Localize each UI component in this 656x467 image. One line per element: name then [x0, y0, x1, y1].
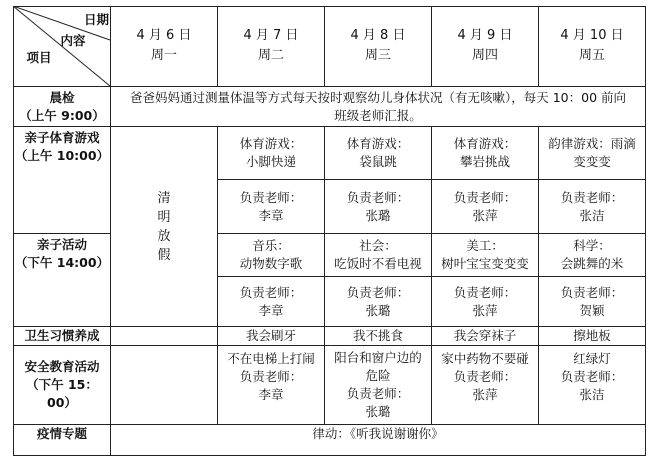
activity-teacher-fri: 负责老师： 贺颖 — [560, 284, 624, 318]
activity-teacher-wed: 负责老师： 张璐 — [346, 284, 410, 318]
day-header-wed — [325, 26, 431, 66]
row-label-morning-check: 晨检 （上午 9:00） — [19, 89, 105, 123]
day-header-thu — [432, 26, 538, 66]
morning-check-text: 爸爸妈妈通过测量体温等方式每天按时观察幼儿身体状况（有无咳嗽），每天 10：00 前向 班级老师汇报。 — [129, 89, 626, 123]
sports-activity-thu: 体育游戏： 攀岩挑战 — [453, 136, 517, 169]
safety-fri: 红绿灯 负责老师： 张洁 — [560, 351, 624, 402]
safety-wed: 阳台和窗户边的 危险 负责老师： 张璐 — [334, 350, 422, 419]
day-weekday: 周五 — [578, 48, 605, 63]
sports-activity-tue: 体育游戏： 小脚快递 — [239, 136, 303, 169]
activity-teacher-tue: 负责老师： 李章 — [239, 284, 303, 318]
day-header-fri — [539, 26, 645, 66]
row-label-activity: 亲子活动 （下午 14:00） — [14, 237, 110, 270]
sports-activity-wed: 体育游戏： 袋鼠跳 — [346, 136, 410, 169]
activity-thu: 美工： 树叶宝宝变变变 — [441, 238, 529, 271]
safety-thu: 家中药物不要碰 负责老师： 张萍 — [441, 351, 529, 402]
sports-teacher-thu: 负责老师： 张萍 — [453, 189, 517, 223]
sports-teacher-wed: 负责老师： 张璐 — [346, 189, 410, 223]
day-date: 4 月 9 日 — [457, 28, 513, 43]
activity-fri: 科学： 会跳舞的米 — [560, 238, 624, 271]
grid-line — [13, 6, 646, 7]
hygiene-wed: 我不挑食 — [352, 328, 403, 343]
day-date: 4 月 10 日 — [560, 28, 624, 43]
schedule-table — [13, 6, 646, 456]
sports-teacher-tue: 负责老师： 李章 — [239, 189, 303, 223]
day-date: 4 月 6 日 — [136, 28, 192, 43]
corner-item-label: 项目 — [26, 50, 52, 65]
corner-date-label: 日期 — [83, 12, 109, 27]
epidemic-text: 律动：《听我说谢谢你》 — [312, 426, 444, 441]
day-date: 4 月 7 日 — [243, 28, 299, 43]
day-header-mon — [111, 26, 217, 66]
day-header-tue — [218, 26, 324, 66]
activity-tue: 音乐： 动物数字歌 — [239, 238, 303, 271]
corner-content-label: 内容 — [60, 33, 86, 48]
day-weekday: 周一 — [150, 48, 177, 63]
activity-teacher-thu: 负责老师： 张萍 — [453, 284, 517, 318]
safety-tue: 不在电梯上打闹 负责老师： 李章 — [227, 351, 315, 402]
day-weekday: 周二 — [257, 48, 284, 63]
day-weekday: 周三 — [364, 48, 391, 63]
grid-line — [645, 6, 646, 456]
hygiene-tue: 我会刷牙 — [245, 328, 296, 343]
row-label-hygiene: 卫生习惯养成 — [24, 328, 100, 343]
holiday-text: 清 明 放 假 — [157, 190, 171, 263]
sports-teacher-fri: 负责老师： 张洁 — [560, 189, 624, 223]
row-label-epidemic: 疫情专题 — [36, 426, 87, 441]
hygiene-fri: 擦地板 — [573, 328, 611, 343]
hygiene-thu: 我会穿袜子 — [453, 328, 517, 343]
grid-line — [13, 455, 646, 456]
day-weekday: 周四 — [471, 48, 498, 63]
row-label-safety: 安全教育活动 （下午 15： 00） — [24, 359, 100, 410]
row-label-sports: 亲子体育游戏 （上午 10:00） — [14, 130, 110, 163]
sports-activity-fri: 韵律游戏：雨滴 变变变 — [548, 136, 636, 169]
day-date: 4 月 8 日 — [350, 28, 406, 43]
activity-wed: 社会： 吃饭时不看电视 — [334, 238, 422, 271]
